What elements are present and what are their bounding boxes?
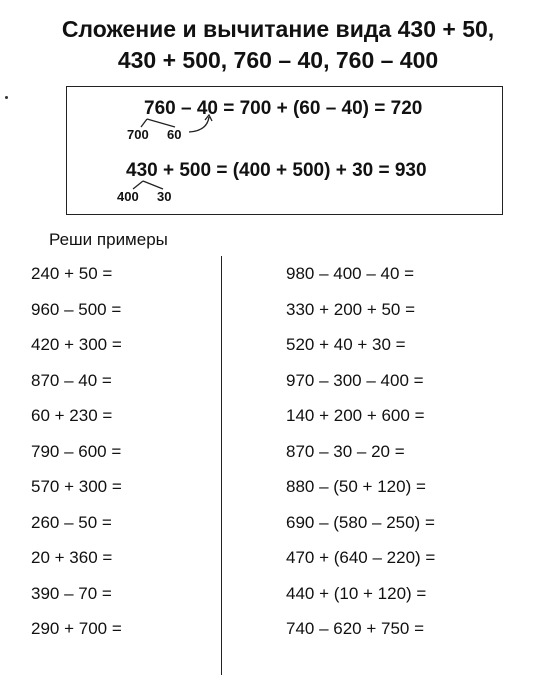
example-equation-1: 760 – 40 = 700 + (60 – 40) = 720 <box>144 98 423 119</box>
exercise-item: 570 + 300 = <box>31 477 122 496</box>
branch-2 <box>133 181 163 189</box>
exercise-item: 970 – 300 – 400 = <box>286 370 424 390</box>
left-exercise-list <box>31 256 122 647</box>
example-box <box>66 86 503 215</box>
exercise-item: 420 + 300 = <box>31 335 122 354</box>
exercise-item: 690 – (580 – 250) = <box>286 512 435 532</box>
exercise-item: 470 + (640 – 220) = <box>286 548 436 567</box>
exercise-item: 870 – 30 – 20 = <box>286 441 405 461</box>
title-line-2: 430 + 500, 760 – 40, 760 – 400 <box>117 47 439 73</box>
exercise-item: 390 – 70 = <box>31 583 112 603</box>
column-divider <box>221 256 222 675</box>
exercise-item: 980 – 400 – 40 = <box>286 264 415 283</box>
instruction-text: Реши примеры <box>49 230 168 249</box>
exercise-item: 290 + 700 = <box>31 619 122 638</box>
example-2-part-1: 400 <box>117 189 139 204</box>
example-equation-2: 430 + 500 = (400 + 500) + 30 = 930 <box>126 160 427 181</box>
exercise-item: 20 + 360 = <box>31 548 113 567</box>
exercise-item: 520 + 40 + 30 = <box>286 335 406 354</box>
exercise-item: 880 – (50 + 120) = <box>286 477 426 496</box>
example-2-part-2: 30 <box>157 189 172 204</box>
exercise-item: 260 – 50 = <box>31 512 112 532</box>
exercise-item: 140 + 200 + 600 = <box>286 406 425 425</box>
exercise-item: 870 – 40 = <box>31 370 112 390</box>
exercise-item: 330 + 200 + 50 = <box>286 299 416 319</box>
exercise-item: 960 – 500 = <box>31 299 122 319</box>
scan-dot <box>5 96 8 99</box>
exercise-item: 240 + 50 = <box>31 264 113 283</box>
exercise-item: 60 + 230 = <box>31 406 113 425</box>
right-exercise-list <box>286 256 435 647</box>
branch-1 <box>141 119 175 127</box>
exercise-item: 440 + (10 + 120) = <box>286 583 427 603</box>
example-1-part-2: 60 <box>167 127 182 142</box>
exercise-item: 740 – 620 + 750 = <box>286 619 425 638</box>
example-1-part-1: 700 <box>127 127 149 142</box>
title-line-1: Сложение и вычитание вида 430 + 50, <box>61 16 495 42</box>
exercise-item: 790 – 600 = <box>31 441 122 461</box>
